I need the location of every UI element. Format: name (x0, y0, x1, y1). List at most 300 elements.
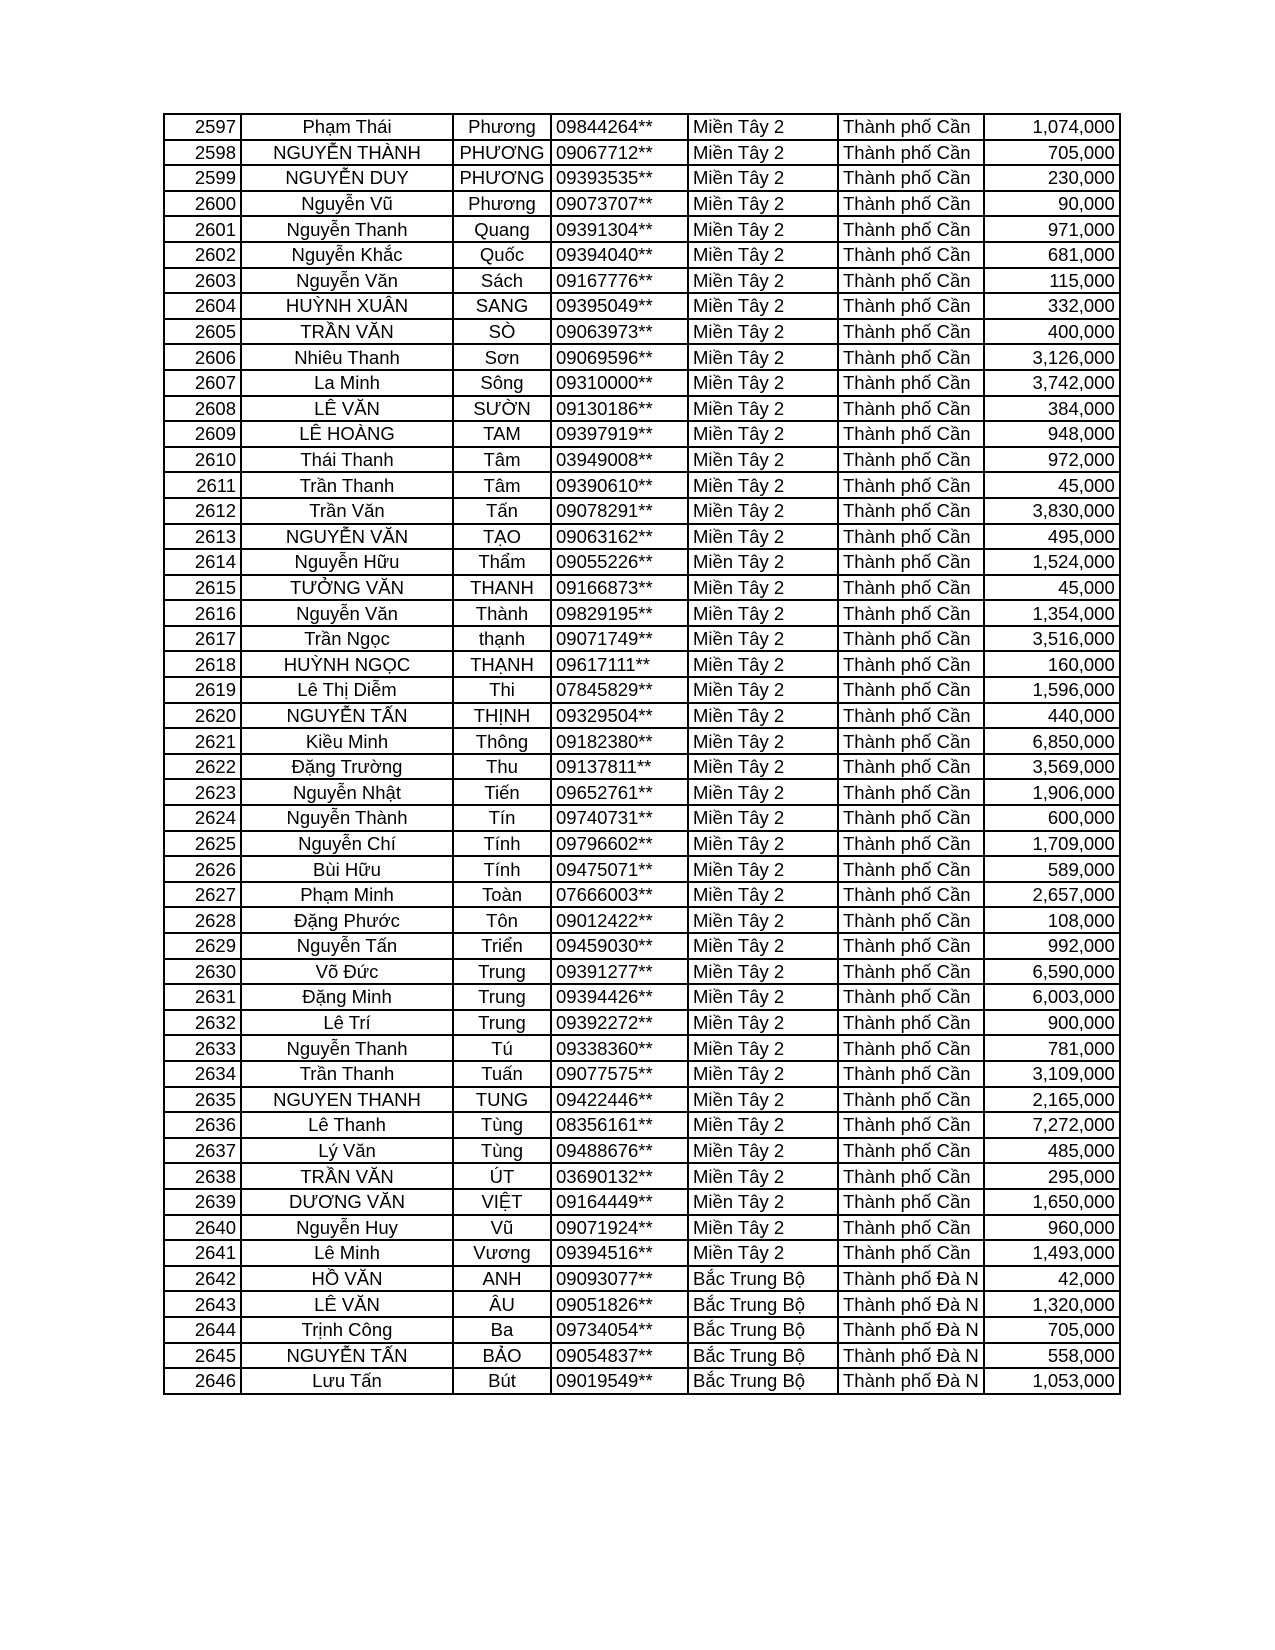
city-cell: Thành phố Đà N (838, 1291, 984, 1317)
row-number-cell: 2623 (164, 779, 241, 805)
row-number-cell: 2606 (164, 344, 241, 370)
region-cell: Miền Tây 2 (688, 907, 838, 933)
table-row (164, 703, 1120, 729)
surname-cell: Nhiêu Thanh (241, 344, 453, 370)
city-cell: Thành phố Cần (838, 524, 984, 550)
surname-cell: Trần Thanh (241, 472, 453, 498)
surname-cell: Lê Thị Diễm (241, 677, 453, 703)
region-cell: Miền Tây 2 (688, 626, 838, 652)
region-cell: Miền Tây 2 (688, 1163, 838, 1189)
row-number-cell: 2637 (164, 1138, 241, 1164)
city-cell: Thành phố Cần (838, 728, 984, 754)
amount-cell: 400,000 (984, 319, 1120, 345)
surname-cell: Võ Đức (241, 959, 453, 985)
surname-cell: Đặng Phước (241, 907, 453, 933)
row-number-cell: 2627 (164, 882, 241, 908)
given-name-cell: Trung (453, 984, 551, 1010)
city-cell: Thành phố Cần (838, 805, 984, 831)
given-name-cell: Trung (453, 959, 551, 985)
table-row (164, 421, 1120, 447)
row-number-cell: 2615 (164, 575, 241, 601)
region-cell: Miền Tây 2 (688, 268, 838, 294)
given-name-cell: Phương (453, 114, 551, 140)
phone-cell: 09063973** (551, 319, 688, 345)
phone-cell: 09829195** (551, 600, 688, 626)
amount-cell: 992,000 (984, 933, 1120, 959)
region-cell: Miền Tây 2 (688, 933, 838, 959)
phone-cell: 09397919** (551, 421, 688, 447)
phone-cell: 09488676** (551, 1138, 688, 1164)
table-row (164, 1163, 1120, 1189)
phone-cell: 09054837** (551, 1343, 688, 1369)
amount-cell: 2,165,000 (984, 1087, 1120, 1113)
table-row (164, 882, 1120, 908)
table-row (164, 959, 1120, 985)
row-number-cell: 2597 (164, 114, 241, 140)
row-number-cell: 2642 (164, 1266, 241, 1292)
amount-cell: 600,000 (984, 805, 1120, 831)
given-name-cell: TUNG (453, 1087, 551, 1113)
row-number-cell: 2602 (164, 242, 241, 268)
region-cell: Miền Tây 2 (688, 242, 838, 268)
city-cell: Thành phố Cần (838, 268, 984, 294)
surname-cell: Kiều Minh (241, 728, 453, 754)
region-cell: Miền Tây 2 (688, 447, 838, 473)
amount-cell: 332,000 (984, 293, 1120, 319)
amount-cell: 1,074,000 (984, 114, 1120, 140)
city-cell: Thành phố Cần (838, 447, 984, 473)
city-cell: Thành phố Cần (838, 191, 984, 217)
phone-cell: 09734054** (551, 1317, 688, 1343)
amount-cell: 589,000 (984, 856, 1120, 882)
table-row (164, 140, 1120, 166)
surname-cell: Nguyễn Thanh (241, 1035, 453, 1061)
given-name-cell: Vũ (453, 1215, 551, 1241)
city-cell: Thành phố Cần (838, 498, 984, 524)
city-cell: Thành phố Cần (838, 882, 984, 908)
surname-cell: Đặng Minh (241, 984, 453, 1010)
city-cell: Thành phố Cần (838, 677, 984, 703)
given-name-cell: Vương (453, 1240, 551, 1266)
phone-cell: 09071924** (551, 1215, 688, 1241)
region-cell: Miền Tây 2 (688, 1189, 838, 1215)
city-cell: Thành phố Cần (838, 472, 984, 498)
row-number-cell: 2619 (164, 677, 241, 703)
region-cell: Miền Tây 2 (688, 882, 838, 908)
row-number-cell: 2624 (164, 805, 241, 831)
table-row (164, 856, 1120, 882)
table-row (164, 1368, 1120, 1394)
phone-cell: 09390610** (551, 472, 688, 498)
row-number-cell: 2616 (164, 600, 241, 626)
phone-cell: 09392272** (551, 1010, 688, 1036)
city-cell: Thành phố Cần (838, 754, 984, 780)
given-name-cell: Tiến (453, 779, 551, 805)
amount-cell: 90,000 (984, 191, 1120, 217)
amount-cell: 6,003,000 (984, 984, 1120, 1010)
city-cell: Thành phố Cần (838, 1189, 984, 1215)
amount-cell: 705,000 (984, 1317, 1120, 1343)
region-cell: Miền Tây 2 (688, 344, 838, 370)
phone-cell: 09338360** (551, 1035, 688, 1061)
given-name-cell: THẠNH (453, 651, 551, 677)
table-row (164, 600, 1120, 626)
city-cell: Thành phố Cần (838, 1240, 984, 1266)
amount-cell: 960,000 (984, 1215, 1120, 1241)
table-row (164, 677, 1120, 703)
amount-cell: 681,000 (984, 242, 1120, 268)
region-cell: Miền Tây 2 (688, 1112, 838, 1138)
city-cell: Thành phố Cần (838, 984, 984, 1010)
given-name-cell: PHƯƠNG (453, 140, 551, 166)
phone-cell: 07666003** (551, 882, 688, 908)
table-row (164, 831, 1120, 857)
amount-cell: 558,000 (984, 1343, 1120, 1369)
row-number-cell: 2631 (164, 984, 241, 1010)
row-number-cell: 2605 (164, 319, 241, 345)
table-row (164, 1266, 1120, 1292)
given-name-cell: Tuấn (453, 1061, 551, 1087)
surname-cell: Lê Thanh (241, 1112, 453, 1138)
phone-cell: 09051826** (551, 1291, 688, 1317)
phone-cell: 09652761** (551, 779, 688, 805)
row-number-cell: 2630 (164, 959, 241, 985)
region-cell: Miền Tây 2 (688, 754, 838, 780)
amount-cell: 6,850,000 (984, 728, 1120, 754)
table-row (164, 1215, 1120, 1241)
table-row (164, 1291, 1120, 1317)
table-row (164, 114, 1120, 140)
row-number-cell: 2608 (164, 396, 241, 422)
given-name-cell: ANH (453, 1266, 551, 1292)
table-row (164, 1343, 1120, 1369)
amount-cell: 1,709,000 (984, 831, 1120, 857)
given-name-cell: TẠO (453, 524, 551, 550)
city-cell: Thành phố Cần (838, 242, 984, 268)
table-row (164, 575, 1120, 601)
given-name-cell: Tùng (453, 1138, 551, 1164)
given-name-cell: Tấn (453, 498, 551, 524)
amount-cell: 115,000 (984, 268, 1120, 294)
region-cell: Miền Tây 2 (688, 140, 838, 166)
surname-cell: Nguyễn Nhật (241, 779, 453, 805)
amount-cell: 42,000 (984, 1266, 1120, 1292)
surname-cell: Nguyễn Vũ (241, 191, 453, 217)
row-number-cell: 2625 (164, 831, 241, 857)
city-cell: Thành phố Cần (838, 421, 984, 447)
surname-cell: Lê Trí (241, 1010, 453, 1036)
phone-cell: 09617111** (551, 651, 688, 677)
surname-cell: HUỲNH NGỌC (241, 651, 453, 677)
region-cell: Bắc Trung Bộ (688, 1317, 838, 1343)
city-cell: Thành phố Cần (838, 831, 984, 857)
amount-cell: 1,524,000 (984, 549, 1120, 575)
city-cell: Thành phố Cần (838, 651, 984, 677)
table-row (164, 1087, 1120, 1113)
surname-cell: Nguyễn Hữu (241, 549, 453, 575)
region-cell: Miền Tây 2 (688, 805, 838, 831)
region-cell: Miền Tây 2 (688, 1010, 838, 1036)
row-number-cell: 2643 (164, 1291, 241, 1317)
city-cell: Thành phố Cần (838, 575, 984, 601)
surname-cell: LÊ VĂN (241, 1291, 453, 1317)
surname-cell: Lý Văn (241, 1138, 453, 1164)
table-row (164, 498, 1120, 524)
region-cell: Miền Tây 2 (688, 165, 838, 191)
region-cell: Miền Tây 2 (688, 677, 838, 703)
city-cell: Thành phố Cần (838, 370, 984, 396)
city-cell: Thành phố Cần (838, 319, 984, 345)
region-cell: Miền Tây 2 (688, 114, 838, 140)
row-number-cell: 2638 (164, 1163, 241, 1189)
region-cell: Miền Tây 2 (688, 421, 838, 447)
surname-cell: Lê Minh (241, 1240, 453, 1266)
table-row (164, 524, 1120, 550)
surname-cell: Đặng Trường (241, 754, 453, 780)
table-row (164, 754, 1120, 780)
table-row (164, 242, 1120, 268)
row-number-cell: 2632 (164, 1010, 241, 1036)
surname-cell: LÊ HOÀNG (241, 421, 453, 447)
city-cell: Thành phố Cần (838, 1010, 984, 1036)
table-row (164, 1010, 1120, 1036)
surname-cell: TƯỞNG VĂN (241, 575, 453, 601)
given-name-cell: thạnh (453, 626, 551, 652)
amount-cell: 1,320,000 (984, 1291, 1120, 1317)
surname-cell: Nguyễn Huy (241, 1215, 453, 1241)
surname-cell: Trần Thanh (241, 1061, 453, 1087)
amount-cell: 1,906,000 (984, 779, 1120, 805)
row-number-cell: 2609 (164, 421, 241, 447)
region-cell: Miền Tây 2 (688, 498, 838, 524)
given-name-cell: Tú (453, 1035, 551, 1061)
given-name-cell: Sơn (453, 344, 551, 370)
amount-cell: 108,000 (984, 907, 1120, 933)
phone-cell: 03690132** (551, 1163, 688, 1189)
region-cell: Miền Tây 2 (688, 1138, 838, 1164)
given-name-cell: BẢO (453, 1343, 551, 1369)
row-number-cell: 2646 (164, 1368, 241, 1394)
row-number-cell: 2612 (164, 498, 241, 524)
row-number-cell: 2635 (164, 1087, 241, 1113)
surname-cell: TRẦN VĂN (241, 1163, 453, 1189)
city-cell: Thành phố Cần (838, 959, 984, 985)
surname-cell: TRẦN VĂN (241, 319, 453, 345)
region-cell: Miền Tây 2 (688, 396, 838, 422)
amount-cell: 160,000 (984, 651, 1120, 677)
given-name-cell: Tính (453, 856, 551, 882)
surname-cell: Trần Văn (241, 498, 453, 524)
city-cell: Thành phố Đà N (838, 1317, 984, 1343)
phone-cell: 09394426** (551, 984, 688, 1010)
given-name-cell: Tôn (453, 907, 551, 933)
row-number-cell: 2634 (164, 1061, 241, 1087)
city-cell: Thành phố Cần (838, 344, 984, 370)
given-name-cell: Tính (453, 831, 551, 857)
region-cell: Miền Tây 2 (688, 600, 838, 626)
given-name-cell: PHƯƠNG (453, 165, 551, 191)
row-number-cell: 2614 (164, 549, 241, 575)
amount-cell: 384,000 (984, 396, 1120, 422)
table-row (164, 626, 1120, 652)
table-row (164, 1317, 1120, 1343)
row-number-cell: 2621 (164, 728, 241, 754)
table-row (164, 549, 1120, 575)
row-number-cell: 2603 (164, 268, 241, 294)
given-name-cell: VIỆT (453, 1189, 551, 1215)
row-number-cell: 2613 (164, 524, 241, 550)
region-cell: Miền Tây 2 (688, 856, 838, 882)
amount-cell: 3,742,000 (984, 370, 1120, 396)
amount-cell: 230,000 (984, 165, 1120, 191)
phone-cell: 09063162** (551, 524, 688, 550)
given-name-cell: Bút (453, 1368, 551, 1394)
phone-cell: 09395049** (551, 293, 688, 319)
region-cell: Miền Tây 2 (688, 1087, 838, 1113)
given-name-cell: Tín (453, 805, 551, 831)
phone-cell: 09078291** (551, 498, 688, 524)
amount-cell: 1,053,000 (984, 1368, 1120, 1394)
surname-cell: Nguyễn Khắc (241, 242, 453, 268)
city-cell: Thành phố Đà N (838, 1368, 984, 1394)
phone-cell: 09391277** (551, 959, 688, 985)
given-name-cell: THANH (453, 575, 551, 601)
row-number-cell: 2611 (164, 472, 241, 498)
city-cell: Thành phố Đà N (838, 1343, 984, 1369)
surname-cell: NGUYEN THANH (241, 1087, 453, 1113)
amount-cell: 3,109,000 (984, 1061, 1120, 1087)
phone-cell: 09475071** (551, 856, 688, 882)
row-number-cell: 2618 (164, 651, 241, 677)
city-cell: Thành phố Cần (838, 140, 984, 166)
phone-cell: 09459030** (551, 933, 688, 959)
table-row (164, 933, 1120, 959)
city-cell: Thành phố Cần (838, 1035, 984, 1061)
phone-cell: 09329504** (551, 703, 688, 729)
amount-cell: 781,000 (984, 1035, 1120, 1061)
phone-cell: 09055226** (551, 549, 688, 575)
given-name-cell: Tâm (453, 447, 551, 473)
amount-cell: 1,493,000 (984, 1240, 1120, 1266)
region-cell: Miền Tây 2 (688, 216, 838, 242)
surname-cell: Nguyễn Chí (241, 831, 453, 857)
region-cell: Miền Tây 2 (688, 651, 838, 677)
given-name-cell: Toàn (453, 882, 551, 908)
amount-cell: 705,000 (984, 140, 1120, 166)
given-name-cell: ÚT (453, 1163, 551, 1189)
phone-cell: 09164449** (551, 1189, 688, 1215)
surname-cell: Lưu Tấn (241, 1368, 453, 1394)
row-number-cell: 2617 (164, 626, 241, 652)
table-body (164, 114, 1120, 1394)
city-cell: Thành phố Cần (838, 626, 984, 652)
region-cell: Miền Tây 2 (688, 472, 838, 498)
given-name-cell: Tùng (453, 1112, 551, 1138)
given-name-cell: Thông (453, 728, 551, 754)
given-name-cell: Thi (453, 677, 551, 703)
surname-cell: Nguyễn Văn (241, 600, 453, 626)
table-row (164, 984, 1120, 1010)
given-name-cell: SANG (453, 293, 551, 319)
region-cell: Miền Tây 2 (688, 319, 838, 345)
phone-cell: 09093077** (551, 1266, 688, 1292)
phone-cell: 09394040** (551, 242, 688, 268)
amount-cell: 948,000 (984, 421, 1120, 447)
amount-cell: 7,272,000 (984, 1112, 1120, 1138)
given-name-cell: Ba (453, 1317, 551, 1343)
table-row (164, 319, 1120, 345)
region-cell: Miền Tây 2 (688, 728, 838, 754)
phone-cell: 08356161** (551, 1112, 688, 1138)
phone-cell: 09310000** (551, 370, 688, 396)
given-name-cell: Sông (453, 370, 551, 396)
row-number-cell: 2600 (164, 191, 241, 217)
row-number-cell: 2633 (164, 1035, 241, 1061)
table-row (164, 1061, 1120, 1087)
amount-cell: 3,126,000 (984, 344, 1120, 370)
region-cell: Miền Tây 2 (688, 191, 838, 217)
city-cell: Thành phố Đà N (838, 1266, 984, 1292)
surname-cell: Nguyễn Văn (241, 268, 453, 294)
amount-cell: 900,000 (984, 1010, 1120, 1036)
amount-cell: 440,000 (984, 703, 1120, 729)
surname-cell: HỒ VĂN (241, 1266, 453, 1292)
table-row (164, 472, 1120, 498)
surname-cell: Bùi Hữu (241, 856, 453, 882)
region-cell: Miền Tây 2 (688, 575, 838, 601)
surname-cell: HUỲNH XUÂN (241, 293, 453, 319)
table-row (164, 293, 1120, 319)
city-cell: Thành phố Cần (838, 216, 984, 242)
phone-cell: 09393535** (551, 165, 688, 191)
surname-cell: Nguyễn Thành (241, 805, 453, 831)
given-name-cell: SƯỜN (453, 396, 551, 422)
phone-cell: 03949008** (551, 447, 688, 473)
given-name-cell: Sách (453, 268, 551, 294)
amount-cell: 485,000 (984, 1138, 1120, 1164)
row-number-cell: 2639 (164, 1189, 241, 1215)
table-row (164, 779, 1120, 805)
surname-cell: Thái Thanh (241, 447, 453, 473)
city-cell: Thành phố Cần (838, 907, 984, 933)
region-cell: Bắc Trung Bộ (688, 1291, 838, 1317)
amount-cell: 1,596,000 (984, 677, 1120, 703)
phone-cell: 09067712** (551, 140, 688, 166)
row-number-cell: 2636 (164, 1112, 241, 1138)
table-row (164, 396, 1120, 422)
city-cell: Thành phố Cần (838, 1087, 984, 1113)
given-name-cell: Thu (453, 754, 551, 780)
table-row (164, 165, 1120, 191)
city-cell: Thành phố Cần (838, 165, 984, 191)
city-cell: Thành phố Cần (838, 1112, 984, 1138)
amount-cell: 971,000 (984, 216, 1120, 242)
given-name-cell: Quang (453, 216, 551, 242)
phone-cell: 09391304** (551, 216, 688, 242)
table-row (164, 370, 1120, 396)
row-number-cell: 2645 (164, 1343, 241, 1369)
phone-cell: 07845829** (551, 677, 688, 703)
row-number-cell: 2607 (164, 370, 241, 396)
region-cell: Miền Tây 2 (688, 293, 838, 319)
amount-cell: 3,516,000 (984, 626, 1120, 652)
table-row (164, 1240, 1120, 1266)
row-number-cell: 2628 (164, 907, 241, 933)
surname-cell: Nguyễn Thanh (241, 216, 453, 242)
table-row (164, 344, 1120, 370)
phone-cell: 09182380** (551, 728, 688, 754)
region-cell: Bắc Trung Bộ (688, 1266, 838, 1292)
